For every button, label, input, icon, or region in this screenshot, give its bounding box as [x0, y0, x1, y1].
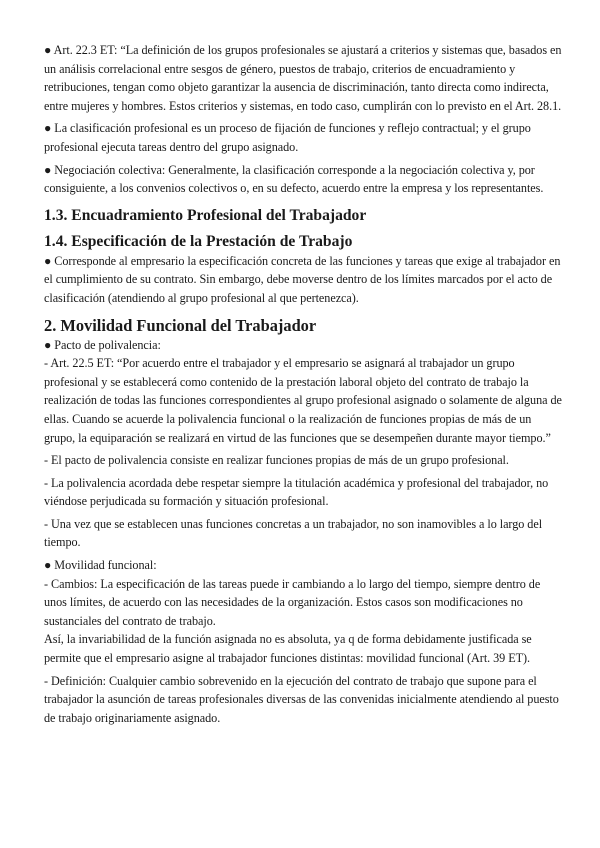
heading-2: 2. Movilidad Funcional del Trabajador: [44, 315, 317, 335]
paragraph-invariabilidad: Así, la invariabilidad de la función asignada no es absoluta, ya q de forma debidamente justificada se permite que el empresario asigne al trabajador funciones distintas: movilidad funcional (Art. 39 ET).: [44, 632, 532, 666]
paragraph-especificacion: ● Corresponde al empresario la especificación concreta de las funciones y tareas que exige al trabajador en el cumplimiento de su contrato. Sin embargo, debe moverse dentro de los límites marcados por el acto de clasificación (atendiendo al grupo profesional al que pertenezca).: [44, 253, 561, 305]
paragraph-funciones-no-inamovibles: - Una vez que se establecen unas funciones concretas a un trabajador, no son inamovibles a lo largo del tiempo.: [44, 516, 543, 550]
paragraph-art-22-5: - Art. 22.5 ET: “Por acuerdo entre el trabajador y el empresario se asignará al trabajador un grupo profesional y se establecerá como contenido de la prestación laboral objeto del contrato de trabajo la realización de todas las funciones correspondientes al grupo profesional asignado o solamente de alguna de ellas. Cuando se acuerde la polivalencia funcional o la realización de funciones propias de más de un grupo, la equiparación se realizará en virtud de las funciones que se desempeñen durante mayor tiempo.”: [44, 356, 562, 445]
paragraph-pacto-definicion: - El pacto de polivalencia consiste en realizar funciones propias de más de un grupo profesional.: [44, 453, 509, 468]
paragraph-art-22-3: ● Art. 22.3 ET: “La definición de los grupos profesionales se ajustará a criterios y sistemas que, basados en un análisis correlacional entre sesgos de género, puestos de trabajo, criterios de encuadramiento y retribuciones, tengan como objeto garantizar la ausencia de discriminación, tanto directa como indirecta, entre mujeres y hombres. Estos criterios y sistemas, en todo caso, cumplirán con lo previsto en el Art. 28.1.: [44, 43, 562, 113]
paragraph-definicion: - Definición: Cualquier cambio sobrevenido en la ejecución del contrato de trabajo que supone para el trabajador la asunción de tareas profesionales diversas de las convenidas inicialmente atendiendo al puesto de trabajo originariamente asignado.: [44, 673, 559, 725]
paragraph-movilidad-funcional-title: ● Movilidad funcional:: [44, 558, 157, 573]
paragraph-negociacion-colectiva: ● Negociación colectiva: Generalmente, la clasificación corresponde a la negociación colectiva y, por consiguiente, a los convenios colectivos o, en su defecto, acuerdo entre la empresa y los representantes.: [44, 162, 544, 196]
paragraph-clasificacion-profesional: ● La clasificación profesional es un proceso de fijación de funciones y reflejo contractual; y el grupo profesional ejecuta tareas dentro del grupo asignado.: [44, 121, 531, 154]
document-page: [44, 41, 562, 731]
heading-1-3: 1.3. Encuadramiento Profesional del Trabajador: [44, 206, 367, 224]
heading-1-4: 1.4. Especificación de la Prestación de Trabajo: [44, 232, 353, 250]
paragraph-cambios: - Cambios: La especificación de las tareas puede ir cambiando a lo largo del tiempo, siempre dentro de unos límites, de acuerdo con las necesidades de la organización. Estos casos son modificaciones no sustanciales del contrato de trabajo.: [44, 576, 541, 628]
paragraph-pacto-polivalencia-title: ● Pacto de polivalencia:: [44, 337, 161, 352]
paragraph-polivalencia-titulacion: - La polivalencia acordada debe respetar siempre la titulación académica y profesional del trabajador, no viéndose perjudicada su formación y situación profesional.: [44, 475, 549, 509]
